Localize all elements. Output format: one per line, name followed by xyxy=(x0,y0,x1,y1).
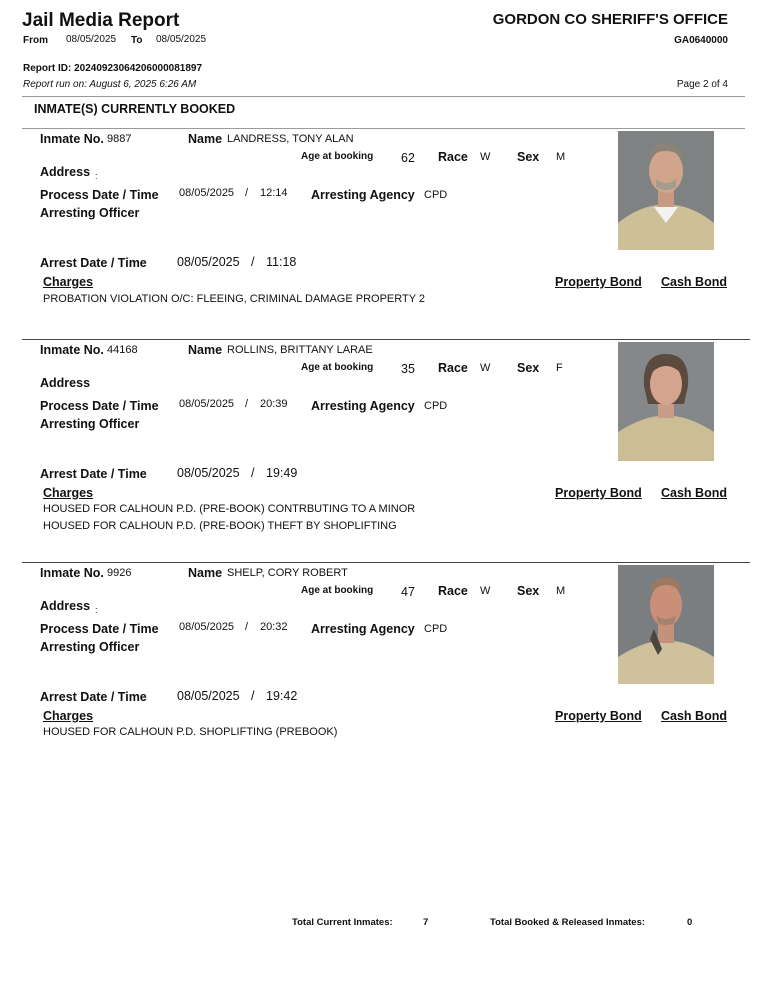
race-value: W xyxy=(480,585,491,597)
process-date: 08/05/2025 xyxy=(179,398,235,410)
inmate-no-label: Inmate No. xyxy=(40,566,104,580)
process-date: 08/05/2025 xyxy=(179,187,235,199)
address-colon: : xyxy=(95,605,98,615)
charges-label: Charges xyxy=(43,486,94,500)
arrest-slash: / xyxy=(251,255,255,269)
name-label: Name xyxy=(188,566,223,580)
process-slash: / xyxy=(245,187,249,199)
charge-line: PROBATION VIOLATION O/C: FLEEING, CRIMINAL DAMAGE PROPERTY 2 xyxy=(43,293,426,305)
total-current-value: 7 xyxy=(423,917,429,928)
arrest-date: 08/05/2025 xyxy=(177,689,240,703)
inmate-no-label: Inmate No. xyxy=(40,343,104,357)
process-label: Process Date / Time xyxy=(40,399,159,413)
age-value: 62 xyxy=(401,151,415,165)
arrest-label: Arrest Date / Time xyxy=(40,467,147,481)
inmate-no-value: 9887 xyxy=(107,133,132,145)
booking-photo xyxy=(618,342,714,461)
race-value: W xyxy=(480,151,491,163)
name-label: Name xyxy=(188,343,223,357)
name-label: Name xyxy=(188,132,223,146)
agency-value: CPD xyxy=(424,189,448,201)
booking-photo xyxy=(618,131,714,250)
process-slash: / xyxy=(245,398,249,410)
cash-bond-label: Cash Bond xyxy=(661,486,727,500)
page-number: Page 2 of 4 xyxy=(676,79,728,90)
arrest-date: 08/05/2025 xyxy=(177,466,240,480)
arrest-label: Arrest Date / Time xyxy=(40,256,147,270)
age-value: 47 xyxy=(401,585,415,599)
sex-label: Sex xyxy=(517,150,540,164)
sex-value: M xyxy=(556,585,566,597)
officer-label: Arresting Officer xyxy=(40,206,140,220)
age-value: 35 xyxy=(401,362,415,376)
name-value: SHELP, CORY ROBERT xyxy=(227,567,348,579)
age-label: Age at booking xyxy=(301,362,374,373)
charge-line: HOUSED FOR CALHOUN P.D. (PRE-BOOK) THEFT BY SHOPLIFTING xyxy=(43,520,397,532)
section-rule xyxy=(22,128,745,129)
process-time: 20:32 xyxy=(260,621,288,633)
sex-label: Sex xyxy=(517,361,540,375)
charges-label: Charges xyxy=(43,709,94,723)
race-label: Race xyxy=(438,361,468,375)
address-colon: : xyxy=(95,171,98,181)
agency-value: CPD xyxy=(424,623,448,635)
record-divider xyxy=(22,339,750,340)
charges-label: Charges xyxy=(43,275,94,289)
agency-label: Arresting Agency xyxy=(311,188,415,202)
office-name: GORDON CO SHERIFF'S OFFICE xyxy=(492,11,728,28)
property-bond-label: Property Bond xyxy=(555,709,642,723)
property-bond-label: Property Bond xyxy=(555,486,642,500)
arrest-time: 11:18 xyxy=(266,255,297,269)
process-date: 08/05/2025 xyxy=(179,621,235,633)
name-value: LANDRESS, TONY ALAN xyxy=(227,133,354,145)
from-label: From xyxy=(23,35,48,46)
report-id: Report ID: 20240923064206000081897 xyxy=(23,63,203,74)
arrest-label: Arrest Date / Time xyxy=(40,690,147,704)
total-booked-label: Total Booked & Released Inmates: xyxy=(490,917,646,928)
header-rule xyxy=(22,96,745,97)
ori-code: GA0640000 xyxy=(674,35,728,46)
inmate-no-label: Inmate No. xyxy=(40,132,104,146)
arrest-date: 08/05/2025 xyxy=(177,255,240,269)
cash-bond-label: Cash Bond xyxy=(661,709,727,723)
charge-line: HOUSED FOR CALHOUN P.D. (PRE-BOOK) CONTRBUTING TO A MINOR xyxy=(43,503,416,515)
address-label: Address xyxy=(40,599,91,613)
to-date: 08/05/2025 xyxy=(156,34,207,45)
officer-label: Arresting Officer xyxy=(40,417,140,431)
process-label: Process Date / Time xyxy=(40,622,159,636)
inmate-no-value: 44168 xyxy=(107,344,138,356)
arrest-time: 19:49 xyxy=(266,466,298,480)
agency-label: Arresting Agency xyxy=(311,399,415,413)
inmate-no-value: 9926 xyxy=(107,567,132,579)
report-run-on: Report run on: August 6, 2025 6:26 AM xyxy=(23,79,197,90)
race-label: Race xyxy=(438,584,468,598)
total-current-label: Total Current Inmates: xyxy=(292,917,393,928)
total-booked-value: 0 xyxy=(687,917,693,928)
address-label: Address xyxy=(40,165,91,179)
sex-label: Sex xyxy=(517,584,540,598)
section-title: INMATE(S) CURRENTLY BOOKED xyxy=(34,102,236,116)
agency-value: CPD xyxy=(424,400,448,412)
arrest-slash: / xyxy=(251,689,255,703)
process-label: Process Date / Time xyxy=(40,188,159,202)
process-time: 12:14 xyxy=(260,187,288,199)
charge-line: HOUSED FOR CALHOUN P.D. SHOPLIFTING (PREBOOK) xyxy=(43,726,338,738)
booking-photo xyxy=(618,565,714,684)
sex-value: F xyxy=(556,362,563,374)
address-label: Address xyxy=(40,376,91,390)
age-label: Age at booking xyxy=(301,585,374,596)
sex-value: M xyxy=(556,151,566,163)
name-value: ROLLINS, BRITTANY LARAE xyxy=(227,344,373,356)
cash-bond-label: Cash Bond xyxy=(661,275,727,289)
race-value: W xyxy=(480,362,491,374)
agency-label: Arresting Agency xyxy=(311,622,415,636)
officer-label: Arresting Officer xyxy=(40,640,140,654)
process-slash: / xyxy=(245,621,249,633)
arrest-slash: / xyxy=(251,466,255,480)
record-divider xyxy=(22,562,750,563)
race-label: Race xyxy=(438,150,468,164)
property-bond-label: Property Bond xyxy=(555,275,642,289)
from-date: 08/05/2025 xyxy=(66,34,117,45)
to-label: To xyxy=(131,35,143,46)
process-time: 20:39 xyxy=(260,398,288,410)
arrest-time: 19:42 xyxy=(266,689,298,703)
age-label: Age at booking xyxy=(301,151,374,162)
report-title: Jail Media Report xyxy=(22,10,180,31)
